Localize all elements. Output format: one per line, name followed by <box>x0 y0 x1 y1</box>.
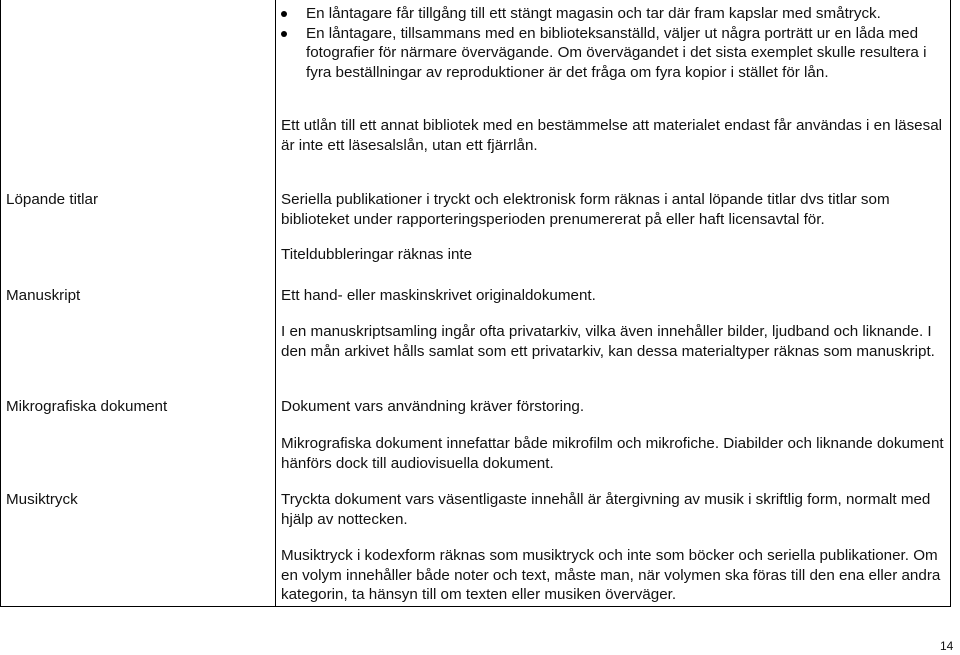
definition-paragraph: Titeldubbleringar räknas inte <box>281 246 473 263</box>
bullet-icon <box>281 11 287 17</box>
utlan-note: Ett utlån till ett annat bibliotek med en bestämmelse att materialet endast får användas i en läsesal är inte ett läsesalslån, utan ett fjärrlån. <box>281 117 943 154</box>
definition-paragraph: Musiktryck i kodexform räknas som musiktryck och inte som böcker och seriella publikationer. Om en volym innehåller både noter och text, måste man, när volymen ska föras till den ena eller andra kategorin, ta hänsyn till om texten eller musiken överväger. <box>281 547 941 603</box>
list-item <box>281 4 947 24</box>
table-border-left <box>0 0 1 607</box>
term-lopande-titlar: Löpande titlar <box>6 191 99 208</box>
bullet-text: En låntagare får tillgång till ett stängt magasin och tar där fram kapslar med småtryck. <box>306 5 881 22</box>
list-item <box>281 24 947 83</box>
definition-paragraph: Tryckta dokument vars väsentligaste innehåll är återgivning av musik i skriftlig form, normalt med hjälp av nottecken. <box>281 491 931 528</box>
table-border-right <box>950 0 951 607</box>
definition-paragraph: I en manuskriptsamling ingår ofta privatarkiv, vilka även innehåller bilder, ljudband och liknande. I den mån arkivet hålls samlat som ett privatarkiv, kan dessa materialtyper räknas som manuskript. <box>281 323 935 360</box>
definition-paragraph: Mikrografiska dokument innefattar både mikrofilm och mikrofiche. Diabilder och liknande dokument hänförs dock till audiovisuella dokument. <box>281 435 944 472</box>
definition-paragraph: Ett hand- eller maskinskrivet originaldokument. <box>281 287 596 304</box>
table-column-divider <box>275 0 276 607</box>
bullet-icon <box>281 31 287 37</box>
term-manuskript: Manuskript <box>6 287 81 304</box>
bullet-text: En låntagare, tillsammans med en biblioteksanställd, väljer ut några porträtt ur en låda med fotografier för närmare övervägande. Om övervägandet i det sista exemplet skulle resultera i fyra beställningar av reproduktioner är det fråga om fyra kopior i stället för lån. <box>306 24 927 81</box>
table-border-bottom <box>0 606 951 607</box>
page-number: 14 <box>940 639 954 653</box>
definition-paragraph: Seriella publikationer i tryckt och elektronisk form räknas i antal löpande titlar dvs titlar som biblioteket under rapporteringsperioden prenumererat på eller haft licensavtal för. <box>281 191 890 228</box>
term-musiktryck: Musiktryck <box>6 491 78 508</box>
example-bullet-list <box>281 4 947 82</box>
definition-paragraph: Dokument vars användning kräver förstoring. <box>281 398 585 415</box>
term-mikrografiska-dokument: Mikrografiska dokument <box>6 398 168 415</box>
